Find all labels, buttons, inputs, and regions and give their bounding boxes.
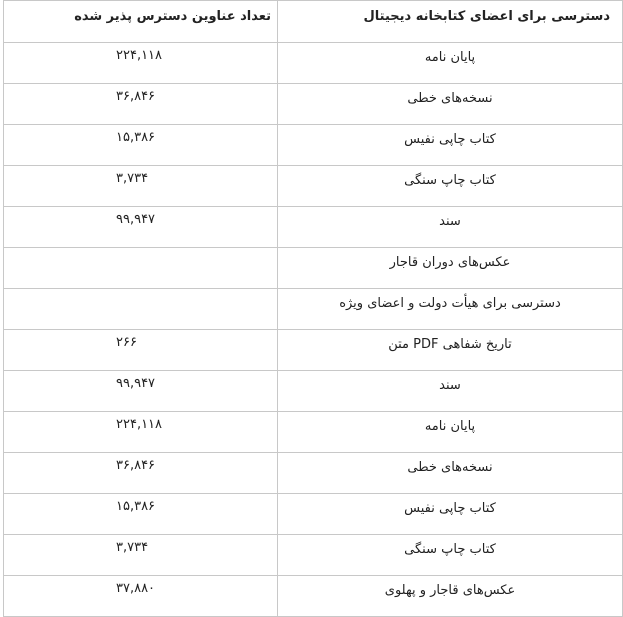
table-body — [4, 43, 623, 617]
table-row — [4, 371, 623, 412]
table-row — [4, 289, 623, 330]
row-count: ۲۲۴,۱۱۸ — [4, 412, 278, 453]
row-category: نسخه‌های خطی — [278, 453, 623, 494]
row-count — [4, 289, 278, 330]
table-row — [4, 494, 623, 535]
row-count: ۳۷,۸۸۰ — [4, 576, 278, 617]
table-row — [4, 535, 623, 576]
row-category: پایان نامه — [278, 43, 623, 84]
table-row — [4, 330, 623, 371]
row-category: عکس‌های دوران قاجار — [278, 248, 623, 289]
row-category: کتاب چاپی نفیس — [278, 125, 623, 166]
row-category: کتاب چاپ سنگی — [278, 535, 623, 576]
row-category: نسخه‌های خطی — [278, 84, 623, 125]
table-row — [4, 412, 623, 453]
row-category: پایان نامه — [278, 412, 623, 453]
row-count: ۹۹,۹۴۷ — [4, 371, 278, 412]
header-category: دسترسی برای اعضای کتابخانه دیجیتال — [278, 1, 623, 43]
table-row — [4, 207, 623, 248]
row-count: ۱۵,۳۸۶ — [4, 125, 278, 166]
row-count: ۲۶۶ — [4, 330, 278, 371]
row-category: عکس‌های قاجار و پهلوی — [278, 576, 623, 617]
row-category: کتاب چاپ سنگی — [278, 166, 623, 207]
table-row — [4, 248, 623, 289]
row-count: ۳,۷۳۴ — [4, 535, 278, 576]
row-category: تاریخ شفاهی PDF متن — [278, 330, 623, 371]
document-page — [3, 0, 622, 617]
row-count: ۳,۷۳۴ — [4, 166, 278, 207]
table-row — [4, 453, 623, 494]
row-category: سند — [278, 207, 623, 248]
row-count: ۲۲۴,۱۱۸ — [4, 43, 278, 84]
row-category: دسترسی برای هیأت دولت و اعضای ویژه — [278, 289, 623, 330]
table-row — [4, 84, 623, 125]
row-count — [4, 248, 278, 289]
table-row — [4, 43, 623, 84]
table-row — [4, 125, 623, 166]
row-count: ۱۵,۳۸۶ — [4, 494, 278, 535]
row-category: کتاب چاپی نفیس — [278, 494, 623, 535]
table-row — [4, 576, 623, 617]
header-count: تعداد عناوین دسترس پذیر شده — [4, 1, 278, 43]
row-count: ۹۹,۹۴۷ — [4, 207, 278, 248]
table-row — [4, 166, 623, 207]
row-count: ۳۶,۸۴۶ — [4, 453, 278, 494]
table-header-row — [4, 1, 623, 43]
access-table — [3, 0, 623, 617]
row-count: ۳۶,۸۴۶ — [4, 84, 278, 125]
row-category: سند — [278, 371, 623, 412]
